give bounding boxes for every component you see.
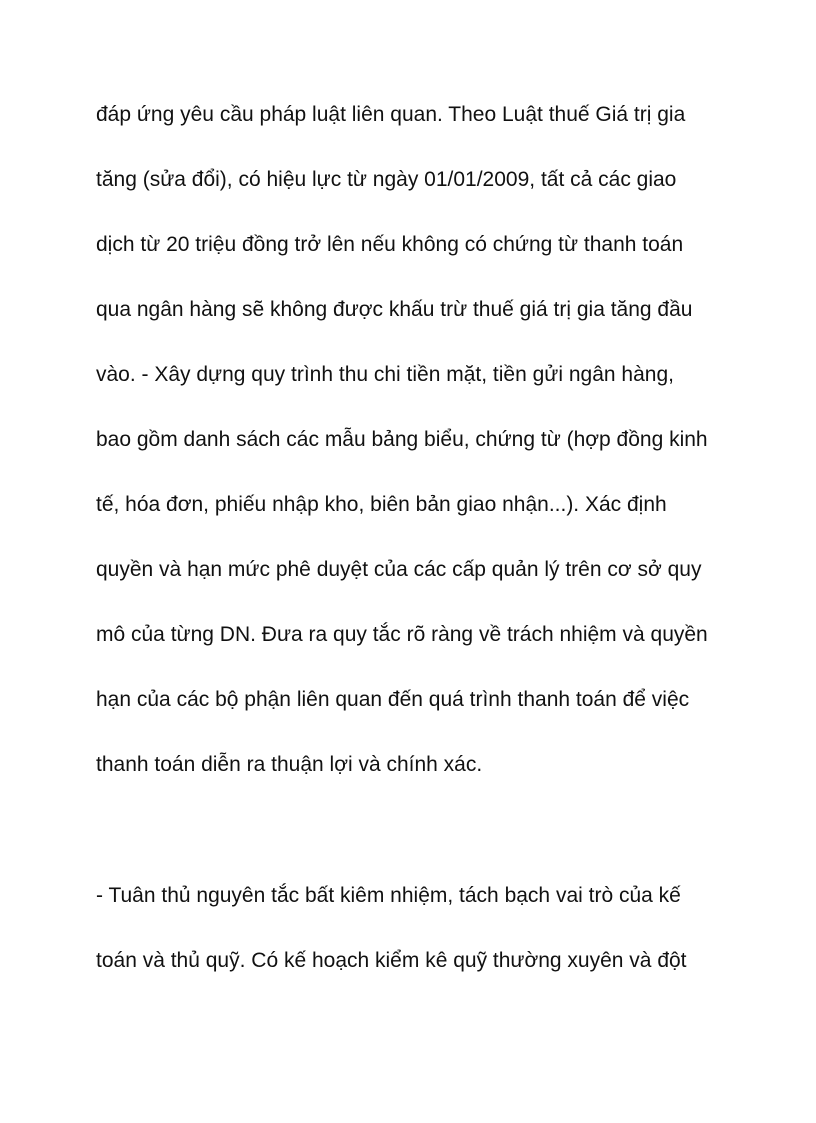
paragraph-1-line-1: đáp ứng yêu cầu pháp luật liên quan. Theo Luật thuế Giá trị gia	[96, 103, 686, 126]
paragraph-1-line-4: qua ngân hàng sẽ không được khấu trừ thuế giá trị gia tăng đầu	[96, 298, 693, 321]
paragraph-1-line-3: dịch từ 20 triệu đồng trở lên nếu không có chứng từ thanh toán	[96, 233, 684, 256]
paragraph-1-line-6: bao gồm danh sách các mẫu bảng biểu, chứng từ (hợp đồng kinh	[96, 428, 708, 451]
paragraph-2-line-2: toán và thủ quỹ. Có kế hoạch kiểm kê quỹ thường xuyên và đột	[96, 949, 687, 972]
paragraph-1-line-8: quyền và hạn mức phê duyệt của các cấp quản lý trên cơ sở quy	[96, 558, 702, 581]
paragraph-1-line-9: mô của từng DN. Đưa ra quy tắc rõ ràng về trách nhiệm và quyền	[96, 623, 708, 646]
paragraph-1-line-5: vào. - Xây dựng quy trình thu chi tiền mặt, tiền gửi ngân hàng,	[96, 363, 674, 386]
paragraph-1-line-10: hạn của các bộ phận liên quan đến quá trình thanh toán để việc	[96, 688, 690, 711]
paragraph-1-line-11: thanh toán diễn ra thuận lợi và chính xác.	[96, 753, 483, 776]
paragraph-2-line-1: - Tuân thủ nguyên tắc bất kiêm nhiệm, tách bạch vai trò của kế	[96, 884, 681, 907]
paragraph-1-line-7: tế, hóa đơn, phiếu nhập kho, biên bản giao nhận...). Xác định	[96, 493, 667, 516]
paragraph-1-line-2: tăng (sửa đổi), có hiệu lực từ ngày 01/01/2009, tất cả các giao	[96, 168, 677, 191]
